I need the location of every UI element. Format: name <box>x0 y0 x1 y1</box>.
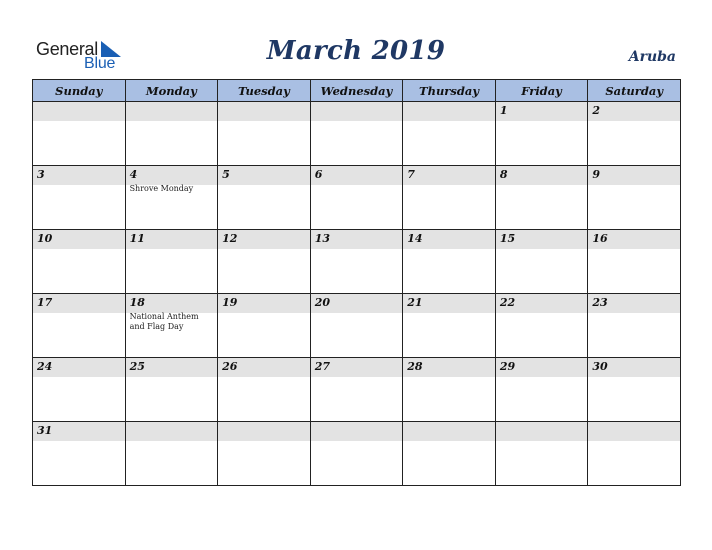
day-cell-content <box>588 294 680 357</box>
logo-text-general: General <box>36 39 98 59</box>
day-number-bar <box>126 358 218 377</box>
day-number: 13 <box>314 232 330 245</box>
day-cell-content <box>311 230 403 293</box>
country-name: Aruba <box>628 49 676 65</box>
day-number: 28 <box>407 360 423 373</box>
day-number: 18 <box>129 296 145 309</box>
week-row <box>33 294 681 358</box>
day-cell <box>125 358 218 422</box>
weekday-friday: Friday <box>495 80 588 102</box>
day-number-bar <box>588 358 680 377</box>
day-cell <box>33 358 126 422</box>
day-cell-content <box>588 422 680 485</box>
day-cell-content <box>218 294 310 357</box>
day-cell-content <box>33 422 125 485</box>
day-cell <box>588 230 681 294</box>
weekday-monday: Monday <box>125 80 218 102</box>
day-number: 8 <box>499 168 508 181</box>
day-number-bar <box>311 422 403 441</box>
day-cell-content <box>588 166 680 229</box>
day-number: 6 <box>314 168 323 181</box>
day-number-bar <box>33 166 125 185</box>
day-number-bar <box>218 102 310 121</box>
day-cell-content <box>218 166 310 229</box>
day-cell <box>125 102 218 166</box>
day-number-bar <box>33 102 125 121</box>
day-cell-content <box>33 230 125 293</box>
day-cell-content <box>126 102 218 165</box>
day-cell <box>125 230 218 294</box>
day-cell <box>218 230 311 294</box>
day-number-bar <box>403 230 495 249</box>
day-cell-content <box>126 294 218 357</box>
day-cell <box>495 422 588 486</box>
day-number: 14 <box>407 232 423 245</box>
day-number-bar <box>588 102 680 121</box>
day-number-bar <box>33 294 125 313</box>
day-cell <box>218 422 311 486</box>
day-cell-content <box>496 422 588 485</box>
day-cell-content <box>218 102 310 165</box>
day-number-bar <box>218 358 310 377</box>
day-number: 21 <box>407 296 423 309</box>
day-cell <box>588 358 681 422</box>
holiday-event: Shrove Monday <box>129 184 194 193</box>
day-number: 31 <box>37 424 53 437</box>
day-cell <box>33 294 126 358</box>
day-cell <box>588 294 681 358</box>
day-number-bar <box>311 358 403 377</box>
week-row <box>33 230 681 294</box>
day-cell <box>588 102 681 166</box>
day-number: 1 <box>499 104 508 117</box>
day-number-bar <box>218 230 310 249</box>
day-number-bar <box>496 166 588 185</box>
weekday-thursday: Thursday <box>403 80 496 102</box>
day-cell-content <box>218 230 310 293</box>
day-cell-content <box>126 230 218 293</box>
day-number: 23 <box>592 296 608 309</box>
logo-text-blue: Blue <box>84 55 116 72</box>
day-cell <box>218 102 311 166</box>
day-cell <box>403 102 496 166</box>
day-number-bar <box>126 230 218 249</box>
day-cell-content <box>496 358 588 421</box>
day-number: 29 <box>499 360 516 373</box>
day-number: 12 <box>222 232 238 245</box>
day-number: 30 <box>592 360 608 373</box>
day-number-bar <box>403 166 495 185</box>
day-cell-content <box>311 294 403 357</box>
day-cell <box>33 422 126 486</box>
day-number: 11 <box>129 232 145 245</box>
day-cell <box>33 102 126 166</box>
day-number: 26 <box>222 360 238 373</box>
day-cell <box>403 230 496 294</box>
day-cell <box>588 166 681 230</box>
day-cell-content <box>403 358 495 421</box>
day-cell <box>310 422 403 486</box>
weekday-wednesday: Wednesday <box>310 80 403 102</box>
day-number-bar <box>588 294 680 313</box>
day-cell-content <box>33 166 125 229</box>
day-cell <box>218 294 311 358</box>
day-number-bar <box>403 422 495 441</box>
day-cell <box>495 294 588 358</box>
day-number-bar <box>496 294 588 313</box>
day-cell <box>495 358 588 422</box>
day-number-bar <box>126 166 218 185</box>
day-cell <box>310 358 403 422</box>
day-cell-content <box>33 102 125 165</box>
day-number: 5 <box>222 168 230 181</box>
day-number-bar <box>403 358 495 377</box>
day-number-bar <box>403 294 495 313</box>
day-number: 20 <box>314 296 330 309</box>
day-number-bar <box>126 422 218 441</box>
day-number-bar <box>218 294 310 313</box>
day-number-bar <box>496 358 588 377</box>
day-number: 10 <box>37 232 53 245</box>
day-cell <box>33 230 126 294</box>
day-cell <box>403 422 496 486</box>
day-cell-content <box>311 102 403 165</box>
day-number-bar <box>33 230 125 249</box>
day-number-bar <box>311 230 403 249</box>
weekday-saturday: Saturday <box>588 80 681 102</box>
day-cell-content <box>403 166 495 229</box>
day-number-bar <box>33 358 125 377</box>
day-cell <box>588 422 681 486</box>
day-number: 17 <box>37 296 53 309</box>
calendar-grid <box>32 79 681 486</box>
day-cell <box>125 422 218 486</box>
day-cell-content <box>311 358 403 421</box>
day-cell <box>403 294 496 358</box>
day-number-bar <box>311 102 403 121</box>
day-number: 15 <box>499 232 516 245</box>
day-cell-content <box>496 166 588 229</box>
calendar-title: March 2019 <box>266 36 446 66</box>
week-row <box>33 358 681 422</box>
day-cell <box>218 358 311 422</box>
day-cell-content <box>588 358 680 421</box>
day-cell-content <box>496 294 588 357</box>
weekday-sunday: Sunday <box>33 80 126 102</box>
day-cell <box>218 166 311 230</box>
day-number-bar <box>588 230 680 249</box>
day-number: 9 <box>592 168 601 181</box>
day-cell <box>33 166 126 230</box>
day-number: 3 <box>37 168 45 181</box>
day-cell <box>125 166 218 230</box>
day-cell-content <box>403 102 495 165</box>
day-cell <box>125 294 218 358</box>
day-number: 25 <box>129 360 145 373</box>
day-cell <box>495 230 588 294</box>
holiday-event: National Anthem and Flag Day <box>129 312 199 331</box>
day-cell <box>403 358 496 422</box>
day-cell <box>403 166 496 230</box>
day-cell-content <box>496 230 588 293</box>
day-cell-content <box>403 230 495 293</box>
day-cell-content <box>33 358 125 421</box>
day-cell <box>310 166 403 230</box>
day-cell <box>495 166 588 230</box>
day-number: 22 <box>499 296 516 309</box>
day-number: 27 <box>314 360 330 373</box>
day-number: 16 <box>592 232 608 245</box>
day-cell-content <box>496 102 588 165</box>
day-cell-content <box>126 422 218 485</box>
day-number-bar <box>311 166 403 185</box>
day-number: 7 <box>407 168 415 181</box>
week-row <box>33 422 681 486</box>
day-number: 24 <box>37 360 53 373</box>
day-number-bar <box>126 102 218 121</box>
day-number-bar <box>496 230 588 249</box>
day-number-bar <box>33 422 125 441</box>
day-cell-content <box>403 294 495 357</box>
day-number-bar <box>126 294 218 313</box>
day-number-bar <box>588 166 680 185</box>
day-cell-content <box>311 166 403 229</box>
day-number: 19 <box>222 296 238 309</box>
day-number-bar <box>403 102 495 121</box>
day-number-bar <box>496 422 588 441</box>
day-number: 4 <box>129 168 138 181</box>
day-number-bar <box>218 166 310 185</box>
day-cell <box>310 294 403 358</box>
weekday-tuesday: Tuesday <box>218 80 311 102</box>
week-row <box>33 166 681 230</box>
day-cell-content <box>218 422 310 485</box>
day-cell-content <box>588 102 680 165</box>
day-cell-content <box>33 294 125 357</box>
day-number-bar <box>311 294 403 313</box>
day-cell-content <box>311 422 403 485</box>
day-number-bar <box>496 102 588 121</box>
day-number-bar <box>588 422 680 441</box>
week-row <box>33 102 681 166</box>
day-cell-content <box>126 166 218 229</box>
day-cell-content <box>403 422 495 485</box>
day-cell <box>495 102 588 166</box>
day-cell-content <box>218 358 310 421</box>
day-number: 2 <box>592 104 601 117</box>
day-cell <box>310 102 403 166</box>
weekday-header-row <box>33 80 681 102</box>
day-cell-content <box>588 230 680 293</box>
day-cell-content <box>126 358 218 421</box>
day-number-bar <box>218 422 310 441</box>
day-cell <box>310 230 403 294</box>
